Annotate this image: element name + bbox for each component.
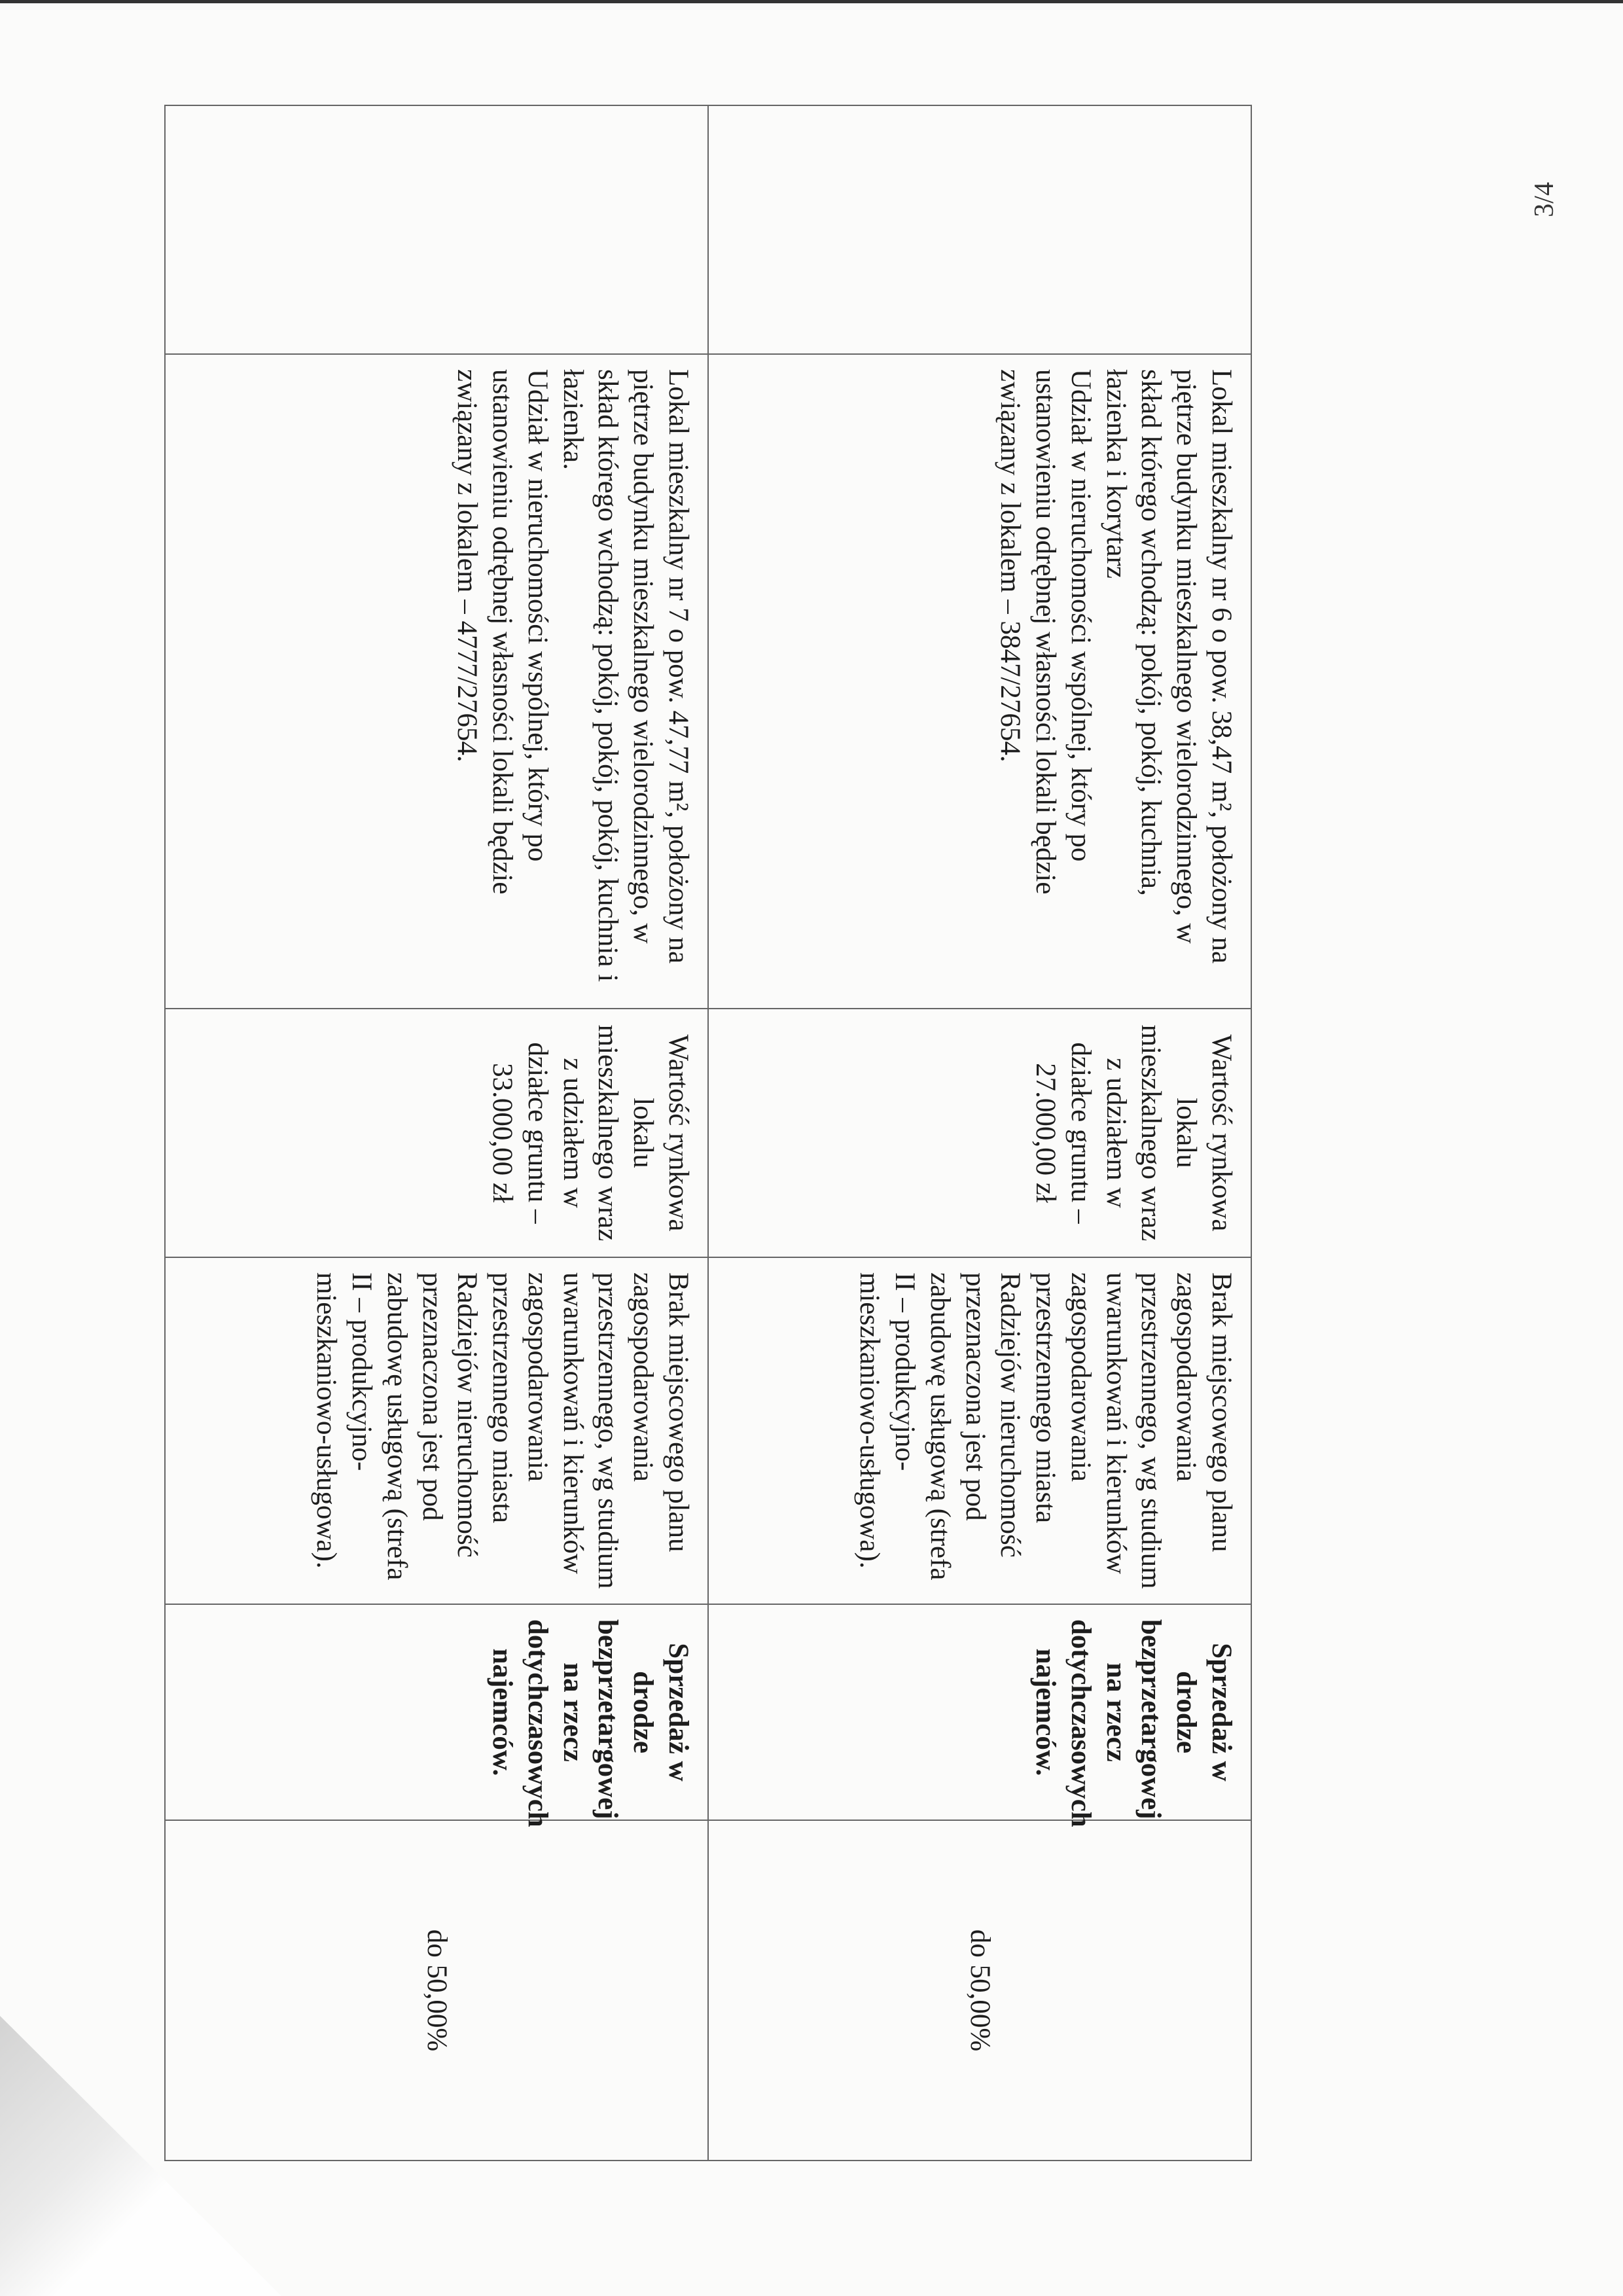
table-row xyxy=(708,105,1251,2161)
discount-ratio-cell: do 50,00% xyxy=(165,1820,708,2161)
property-value-cell: Wartość rynkowa lokalu mieszkalnego wraz z udziałem w działce gruntu – 27.000,00 zł xyxy=(708,1009,1251,1257)
zoning-plan-cell: Brak miejscowego planu zagospodarowania przestrzennego, wg studium uwarunkowań i kierunków zagospodarowania przestrzennego miasta Radziejów nieruchomość przeznaczona jest pod zabudowę usługową (strefa II – produkcyjno-mieszkaniowo-usługowa). xyxy=(165,1257,708,1604)
table-row xyxy=(165,105,708,2161)
empty-cell xyxy=(708,105,1251,354)
sale-mode-cell: Sprzedaż w drodze bezprzetargowej na rzecz dotychczasowych najemców. xyxy=(165,1604,708,1820)
page-number: 3/4 xyxy=(1529,182,1560,217)
sale-mode-cell: Sprzedaż w drodze bezprzetargowej na rzecz dotychczasowych najemców. xyxy=(708,1604,1251,1820)
property-value-cell: Wartość rynkowa lokalu mieszkalnego wraz z udziałem w działce gruntu – 33.000,00 zł xyxy=(165,1009,708,1257)
property-description-cell: Lokal mieszkalny nr 7 o pow. 47,77 m², położony na piętrze budynku mieszkalnego wielorodzinnego, w skład którego wchodzą: pokój, pokój, pokój, kuchnia i łazienka. Udział w nieruchomości wspólnej, który po ustanowieniu odrębnej własności lokali będzie związany z lokalem – 4777/27654. xyxy=(165,354,708,1009)
empty-cell xyxy=(165,105,708,354)
discount-ratio-cell: do 50,00% xyxy=(708,1820,1251,2161)
property-table-frame xyxy=(166,105,1252,2160)
zoning-plan-cell: Brak miejscowego planu zagospodarowania przestrzennego, wg studium uwarunkowań i kierunków zagospodarowania przestrzennego miasta Radziejów nieruchomość przeznaczona jest pod zabudowę usługową (strefa II – produkcyjno-mieszkaniowo-usługowa). xyxy=(708,1257,1251,1604)
property-table xyxy=(164,105,1252,2161)
property-description-cell: Lokal mieszkalny nr 6 o pow. 38,47 m², położony na piętrze budynku mieszkalnego wielorodzinnego, w skład którego wchodzą: pokój, pokój, kuchnia, łazienka i korytarz Udział w nieruchomości wspólnej, który po ustanowieniu odrębnej własności lokali będzie związany z lokalem – 3847/27654. xyxy=(708,354,1251,1009)
scan-top-edge xyxy=(0,0,1623,3)
